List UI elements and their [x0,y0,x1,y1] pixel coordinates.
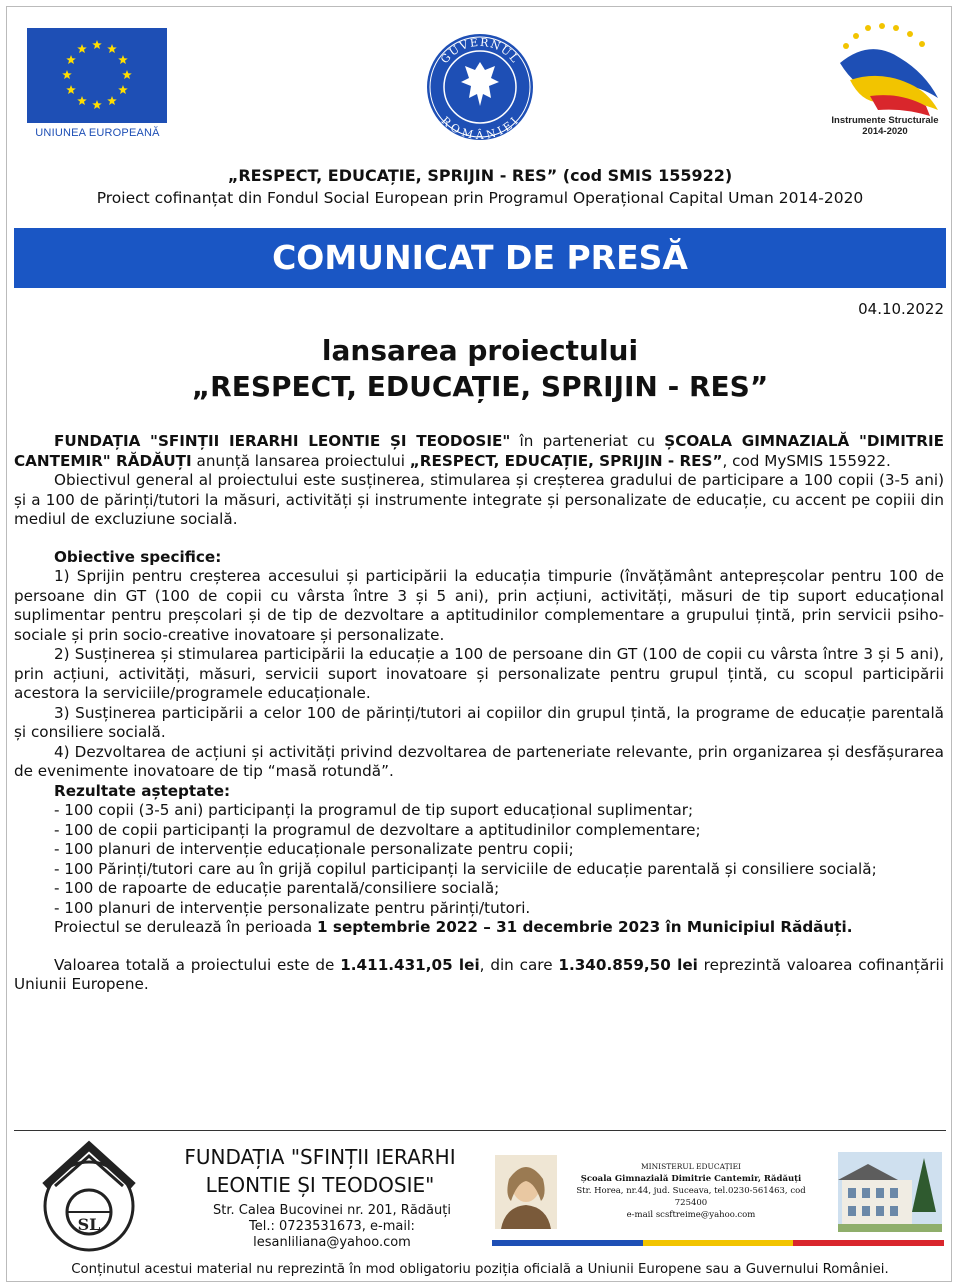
result-item: - 100 de copii participanți la programul de dezvoltare a aptitudinilor complementare; [54,820,701,839]
project-name: „RESPECT, EDUCAȚIE, SPRIJIN - RES” [409,451,723,470]
launch-heading-line2: „RESPECT, EDUCAȚIE, SPRIJIN - RES” [191,370,769,403]
eu-star-icon [107,96,117,105]
project-title: „RESPECT, EDUCAȚIE, SPRIJIN - RES” (cod SMIS 155922) [227,166,733,185]
eu-star-icon [77,44,87,53]
intro-text-3: , cod MySMIS 155922. [722,451,891,470]
result-item: - 100 Părinți/tutori care au în grijă copilul participanți la serviciile de educație parentală și consiliere socială; [54,859,877,878]
result-item: - 100 copii (3-5 ani) participanți la programul de tip suport educațional suplimentar; [54,801,694,819]
foundation-title-line2: LEONTIE ȘI TEODOSIE" [205,1173,435,1197]
eu-label: UNIUNEA EUROPEANĂ [35,127,160,139]
foundation-logo [30,1140,148,1258]
eu-star-icon [92,40,102,49]
seal-text-bottom: ROMÂNIEI [438,114,522,142]
seal-text-top: GUVERNUL [438,35,523,67]
romanian-tricolor-stripe [492,1240,944,1246]
school-name: ȘCOALA GIMNAZIALĂ "DIMITRIE CANTEMIR" RĂDĂUȚI [14,432,944,470]
eu-star-icon [92,100,102,109]
eu-star-icon [122,70,132,79]
is-label-line1: Instrumente Structurale [831,115,939,126]
project-period [14,918,944,938]
result-item: - 100 planuri de intervenție personalizate pentru părinți/tutori. [54,898,531,917]
foundation-contact [172,1203,492,1251]
eu-flag-logo [27,28,167,123]
eu-disclaimer: Conținutul acestui material nu reprezintă în mod obligatoriu poziția oficială a Uniunii Europene sau a Guvernului României. [71,1262,889,1277]
eu-star-icon [66,55,76,64]
period-dates: 1 septembrie 2022 – 31 decembrie 2023 în Municipiul Rădăuți. [317,918,853,936]
foundation-title [150,1143,490,1199]
launch-heading-line1: lansarea proiectului [321,334,639,367]
specific-objectives-heading: Obiective specifice: [54,547,222,566]
eu-star-icon [107,44,117,53]
general-objective: Obiectivul general al proiectului este susținerea, stimularea și creșterea gradului de participare a 100 copii (3-5 ani) și a 100 de părinți/tutori la măsuri, activități și instrumente integrate și personalizate de educație, cu accent pe copiii din mediul de excluziune socială. [14,471,944,528]
eu-star-icon [66,85,76,94]
eu-star-icon [77,96,87,105]
foundation-name: FUNDAȚIA "SFINȚII IERARHI LEONTIE ȘI TEODOSIE" [54,432,511,450]
project-value [14,956,944,995]
result-item: - 100 de rapoarte de educație parentală/consiliere socială; [54,879,500,897]
value-text-2: , din care [479,955,559,974]
cantemir-portrait-image [495,1155,557,1229]
school-address: Str. Horea, nr.44, jud. Suceava, tel.0230-561463, cod 725400 [576,1186,806,1208]
total-value: 1.411.431,05 lei [340,955,480,974]
foundation-logo-letters: SL [77,1215,101,1234]
school-header [566,1161,816,1221]
footer-divider [14,1130,946,1131]
intro-text-1: în parteneriat cu [510,432,665,450]
is-label-line2: 2014-2020 [862,126,908,137]
school-title: Școala Gimnazială Dimitrie Cantemir, Rădăuți [580,1174,802,1184]
specific-objective: 1) Sprijin pentru creșterea accesului și participării la educația timpurie (învățământ antepreșcolar pentru 100 de persoane din GT (100 de copii cu vârsta între 3 și 5 ani), prin acțiuni, activități, măsuri de tip suport educațional suplimentar pentru preșcolari și de tip de dezvoltare a aptitudinilor complementare a grupului țintă, prin servicii psiho-sociale și prin socio-creative inovatoare și personalizate. [14,567,944,644]
foundation-title-line1: FUNDAȚIA "SFINȚII IERARHI [184,1145,456,1169]
specific-objective: 2) Susținerea și stimularea participării la educație a 100 de persoane din GT (100 de copii cu vârsta între 3 și 5 ani), prin acțiuni, activități, măsuri, servicii suport inovatoare și personalizate pentru grupul țintă, cu scopul participării acestora la serviciile/programele educaționale. [14,645,944,702]
release-date: 04.10.2022 [858,300,944,318]
foundation-phone-email: Tel.: 0723531673, e-mail: lesanliliana@yahoo.com [249,1219,415,1250]
project-subtitle: Proiect cofinanțat din Fondul Social European prin Programul Operațional Capital Uman 2014-2020 [96,189,864,207]
press-release-banner: COMUNICAT DE PRESĂ [14,228,946,288]
star-ring-icon [843,23,925,49]
specific-objective: 3) Susținerea participării a celor 100 de părinți/tutori ai copiilor din grupul țintă, la programe de educație parentală și consiliere socială. [14,703,944,741]
results-heading: Rezultate așteptate: [54,781,231,800]
eu-star-icon [62,70,72,79]
intro-paragraph [14,432,944,471]
value-text-3: reprezintă valoarea cofinanțării Uniunii Europene. [14,955,944,993]
school-ministry: MINISTERUL EDUCAȚIEI [640,1162,742,1171]
launch-heading [0,333,960,405]
intro-text-2: anunță lansarea proiectului [191,451,410,470]
school-email: e-mail scsftreime@yahoo.com [626,1210,756,1220]
press-body [14,432,944,995]
specific-objective: 4) Dezvoltarea de acțiuni și activități privind dezvoltarea de parteneriate relevante, prin organizarea și desfășurarea de evenimente inovatoare de tip “masă rotundă”. [14,742,944,780]
eu-star-icon [118,55,128,64]
value-text-1: Valoarea totală a proiectului este de [54,955,341,974]
structural-instruments-label [810,115,960,137]
eu-cofinancing-value: 1.340.859,50 lei [558,955,698,974]
eu-star-icon [118,85,128,94]
period-text: Proiectul se derulează în perioada [54,918,318,936]
structural-instruments-logo [830,18,945,118]
government-seal-logo [425,32,535,142]
foundation-address: Str. Calea Bucovinei nr. 201, Rădăuți [213,1203,451,1218]
school-building-image [838,1152,942,1232]
result-item: - 100 planuri de intervenție educaționale personalizate pentru copii; [54,840,574,858]
